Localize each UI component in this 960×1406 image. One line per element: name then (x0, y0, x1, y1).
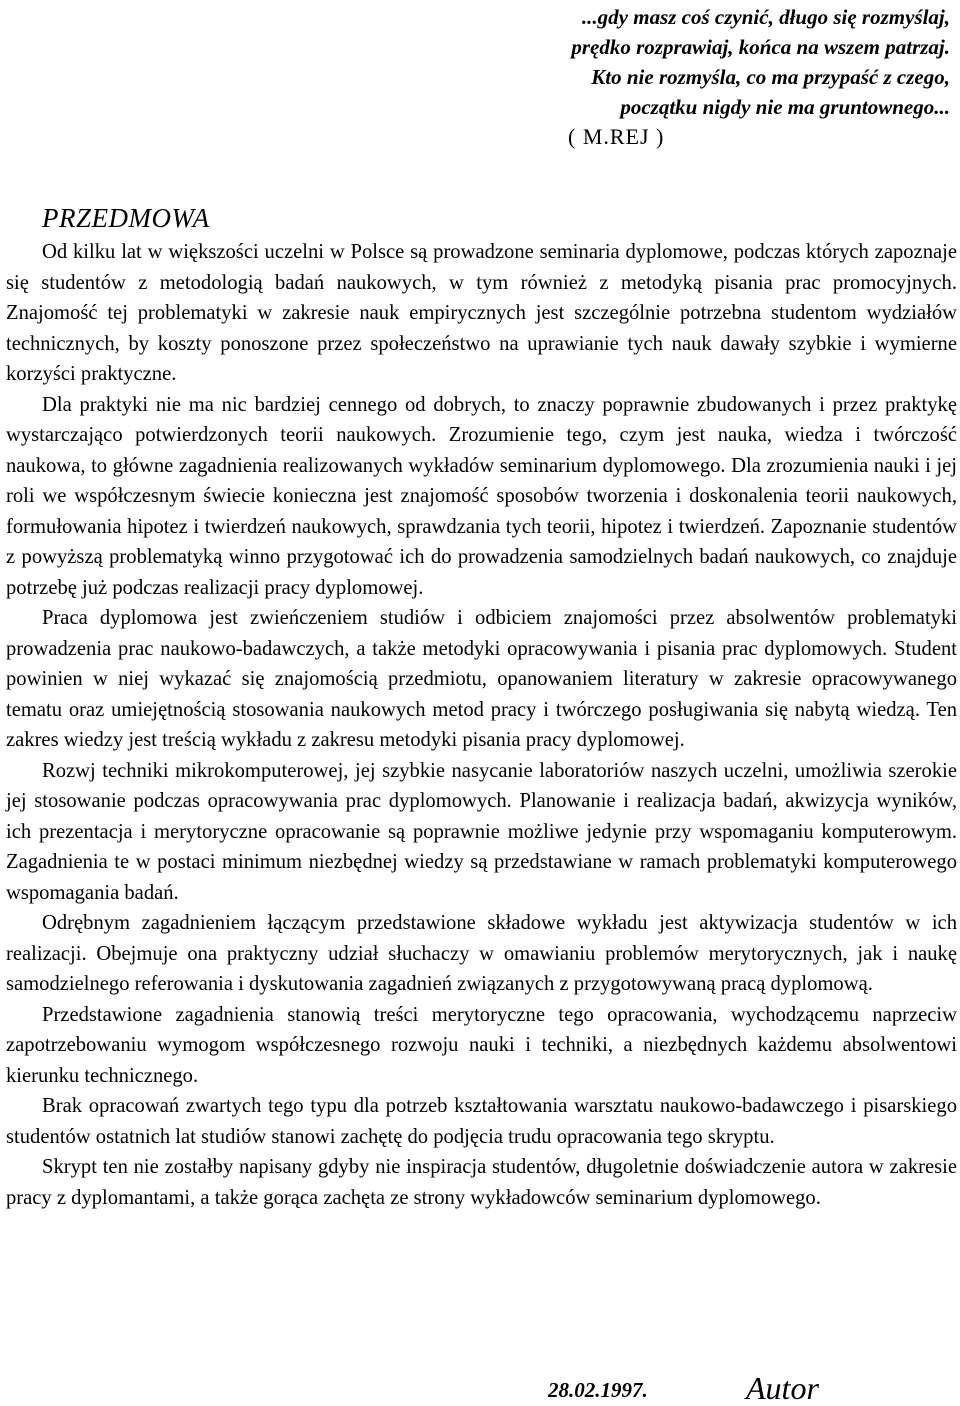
paragraph-7: Brak opracowań zwartych tego typu dla potrzeb kształtowania warsztatu naukowo-badawczego i pisarskiego studentów ostatnich lat studiów stanowi zachętę do podjęcia trudu opracowania tego skryptu. (6, 1095, 957, 1148)
section-title: PRZEDMOWA (42, 203, 210, 233)
paragraph-2: Dla praktyki nie ma nic bardziej cennego od dobrych, to znaczy poprawnie zbudowanych i przez praktykę wystarczająco potwierdzonych teorii naukowych. Zrozumienie tego, czym jest nauka, wiedza i twórczość naukowa, to główne zagadnienia realizowanych wykładów seminarium dyplomowego. Dla zrozumienia nauki i jej roli we współczesnym świecie konieczna jest znajomość sposobów tworzenia i doskonalenia teorii naukowych, formułowania hipotez i twierdzeń naukowych, sprawdzania tych teorii, hipotez i twierdzeń. Zapoznanie studentów z powyższą problematyką winno przygotować ich do prowadzenia samodzielnych badań naukowych, co znajduje potrzebę już podczas realizacji pracy dyplomowej. (6, 393, 957, 599)
signature-block (548, 1372, 868, 1404)
epigraph (6, 2, 950, 152)
paragraph-5: Odrębnym zagadnieniem łączącym przedstawione składowe wykładu jest aktywizacja studentów w ich realizacji. Obejmuje ona praktyczny udział słuchaczy w omawianiu problemów merytorycznych, jak i naukę samodzielnego referowania i dyskutowania zagadnień związanych z przygotowywaną pracą dyplomową. (6, 912, 957, 995)
signature-date: 28.02.1997. (548, 1378, 648, 1402)
paragraph-8: Skrypt ten nie zostałby napisany gdyby nie inspiracja studentów, długoletnie doświadczenie autora w zakresie pracy z dyplomantami, a także gorąca zachęta ze strony wykładowców seminarium dyplomowego. (6, 1156, 957, 1209)
paragraph-3: Praca dyplomowa jest zwieńczeniem studiów i odbiciem znajomości przez absolwentów problematyki prowadzenia prac naukowo-badawczych, a także metodyki opracowywania i pisania prac dyplomowych. Student powinien w niej wykazać się znajomością przedmiotu, opanowaniem literatury w zakresie opracowywanego tematu oraz umiejętnością stosowania naukowych metod pracy i twórczego posługiwania się nabytą wiedzą. Ten zakres wiedzy jest treścią wykładu z zakresu metodyki pisania pracy dyplomowej. (6, 607, 957, 751)
epigraph-line-2: prędko rozprawiaj, końca na wszem patrzaj. (571, 35, 950, 59)
paragraph-6: Przedstawione zagadnienia stanowią treści merytoryczne tego opracowania, wychodzącemu naprzeciw zapotrzebowaniu wymogom współczesnego rozwoju nauki i techniki, a niezbędnych każdemu absolwentowi kierunku technicznego. (6, 1003, 957, 1087)
signature-author: Autor (746, 1370, 819, 1406)
epigraph-line-3: Kto nie rozmyśla, co ma przypaść z czego, (591, 65, 950, 89)
paragraph-1: Od kilku lat w większości uczelni w Polsce są prowadzone seminaria dyplomowe, podczas których zapoznaje się studentów z metodologią badań naukowych, w tym również z metodyką pisania prac promocyjnych. Znajomość tej problematyki w zakresie nauk empirycznych jest szczególnie potrzebna studentom wydziałów technicznych, by koszty ponoszone przez społeczeństwo na uprawianie tych nauk dawały szybkie i wymierne korzyści praktyczne. (6, 241, 957, 385)
paragraph-4: Rozwj techniki mikrokomputerowej, jej szybkie nasycanie laboratoriów naszych uczelni, umożliwia szerokie jej stosowanie podczas opracowywania prac dyplomowych. Planowanie i realizacja badań, akwizycja wyników, ich prezentacja i merytoryczne opracowanie są poprawnie możliwe jedynie przy wspomaganiu komputerowym. Zagadnienia te w postaci minimum niezbędnej wiedzy są przedstawiane w ramach problematyki komputerowego wspomagania badań. (6, 759, 957, 904)
epigraph-line-4: początku nigdy nie ma gruntownego... (620, 95, 950, 119)
epigraph-line-1: ...gdy masz coś czynić, długo się rozmyślaj, (581, 5, 950, 29)
epigraph-author: ( M.REJ ) (568, 124, 665, 149)
preface-body (6, 237, 957, 1213)
